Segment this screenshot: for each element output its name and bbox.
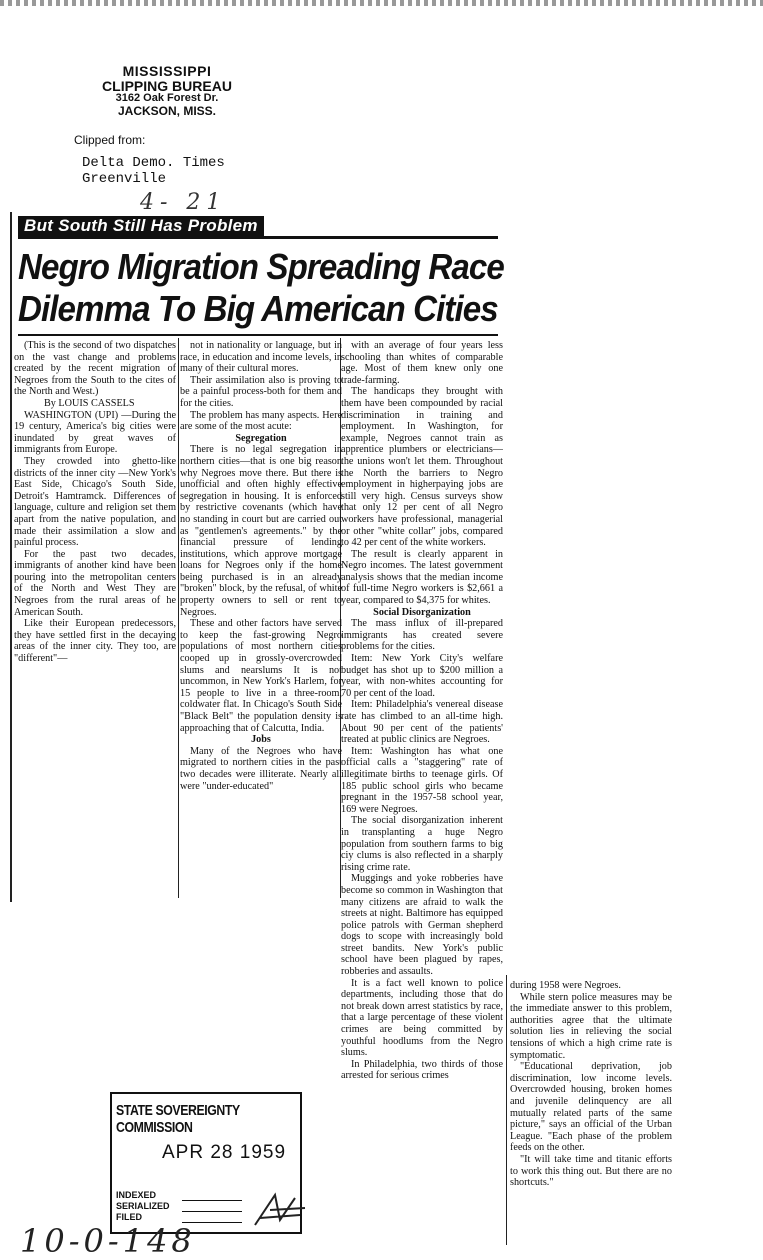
byline: By LOUIS CASSELS: [44, 397, 135, 409]
paragraph: Muggings and yoke robberies have become so common in Washington that many citizens are afraid to walk the streets at night. Baltimore has equipped police patrols with German shepherd dogs to scope with increasingly bold street bandits. New York's public school have been plagued by rapes, robberies and assaults.: [341, 873, 503, 978]
headline-line-2: Dilemma To Big American Cities: [18, 288, 498, 329]
paragraph: For the past two decades, immigrants of another kind have been pouring into the metropolitan centers of the North and West They are Negroes from the rural areas of he American South.: [14, 548, 176, 618]
paragraph: Item: Washington has what one official calls a "staggering" rate of illegitimate births to teenage girls. Of 185 public school girls who became pregnant in the 1957-58 school year, 169 were Negroes.: [341, 745, 503, 815]
handwritten-date: 4- 21: [140, 190, 227, 215]
paragraph: WASHINGTON (UPI) —During the 19 century, America's big cities were inundated by great waves of immigrants from Europe.: [14, 409, 176, 456]
headline-rule: [18, 334, 498, 336]
paragraph: The result is clearly apparent in Negro incomes. The latest government analysis shows that the median income of full-time Negro workers is $2,661 a year, compared to $4,375 for whites.: [341, 548, 503, 607]
paragraph: Like their European predecessors, they have settled first in the decaying areas of the inner city. They too, are "different"—: [14, 618, 176, 665]
article-column-3: [341, 340, 503, 1250]
paragraph: The mass influx of ill-prepared immigrants has created severe problems for the cities.: [341, 618, 503, 653]
stamp-date: APR 28 1959: [162, 1142, 287, 1163]
kicker-rule: [18, 236, 498, 239]
paragraph: Many of the Negroes who have migrated to northern cities in the past two decades were illiterate. Nearly all were "under-educated": [180, 745, 342, 792]
stamp-indexed: INDEXED: [116, 1190, 157, 1200]
bureau-city: JACKSON, MISS.: [117, 103, 216, 118]
clipped-from-label: Clipped from:: [74, 133, 146, 147]
paragraph: Item: Philadelphia's venereal disease rate has climbed to an all-time high. About 90 per cent of the patients' treated at public clinics are Negroes.: [341, 699, 503, 746]
handwritten-initials: [250, 1190, 310, 1230]
paper-name: Delta Demo. Times: [82, 155, 225, 171]
clipping-bureau-header: [82, 64, 252, 118]
column-rule: [506, 975, 507, 1245]
paragraph: There is no legal segregation in northern cities—that is one big reason why Negroes move there. But there is unofficial and often highly effective segregation in housing. It is enforced by restrictive covenants (which have no standing in court but are carried out as "gentlemen's agreements." by the financial pressure of lending institutions, which approve mortgage loans for Negroes only if the home being purchased is in an already "broken" block, by the refusal, of white property owners to sell or rent to Negroes.: [180, 444, 342, 618]
article-kicker: But South Still Has Problem: [18, 216, 264, 236]
article-column-1: [14, 340, 176, 750]
page-top-edge: [0, 0, 763, 6]
paragraph: Their assimilation also is proving to be a painful process-both for them and for the cities.: [180, 374, 342, 409]
paragraph: These and other factors have served to keep the fast-growing Negro populations of most northern cities cooped up in grossly-overcrowded slums and nearslums It is not uncommon, in New York's Harlem, for 15 people to live in a three-room, coldwater flat. In Chicago's South Side "Black Belt" the population density is approaching that of Calcutta, India.: [180, 618, 342, 734]
subhead-jobs: Jobs: [251, 734, 271, 746]
stamp-line: [182, 1200, 242, 1201]
paragraph: "It will take time and titanic efforts to work this thing out. But there are no shortcuts.": [510, 1153, 672, 1189]
paragraph: during 1958 were Negroes.: [510, 980, 621, 991]
paper-city: Greenville: [82, 171, 167, 187]
paragraph: The handicaps they brought with them have been compounded by racial discrimination in training and employment. In Washington, for example, Negroes cannot train as apprentice plumbers or electricians—the unions won't let them. Throughout the North the barriers to Negro employment in higherpaying jobs are still very high. Census surveys show that only 12 per cent of all Negro workers have professional, managerial or other "white collar" jobs, compared to 42 per cent of the white workers.: [341, 386, 503, 549]
paragraph: The problem has many aspects. Here are some of the most acute:: [180, 409, 342, 433]
paragraph: "Educational deprivation, job discrimination, low income levels. Overcrowded housing, broken homes and juvenile delinquency are all mutually related parts of the same picture," says an official of the Urban League. "Each phase of the problem feeds on the other.: [510, 1061, 672, 1154]
stamp-title: STATE SOVEREIGNTY COMMISSION: [116, 1102, 240, 1136]
paragraph: Item: New York City's welfare budget has shot up to $200 million a year, with non-whites accounting for 70 per cent of the load.: [341, 653, 503, 699]
bureau-line-1: MISSISSIPPI: [122, 63, 212, 79]
paragraph: While stern police measures may be the immediate answer to this problem, authorities agree that the ultimate solution lies in relieving the social tensions of which a high crime rate is symptomatic.: [510, 991, 672, 1061]
article-column-4: [510, 980, 672, 1240]
paragraph: The social disorganization inherent in transplanting a huge Negro population from southern farms to big ciy clums is also reflected in a sharply rising crime rate.: [341, 815, 503, 873]
stamp-filed: FILED: [116, 1212, 142, 1222]
subhead-segregation: Segregation: [235, 432, 287, 444]
paragraph: It is a fact well known to police departments, including those that do not break down arrest statistics by race, that a large percentage of these violent crimes are being committed by youthful hoodlums from the Negro slums.: [341, 977, 503, 1059]
paragraph: They crowded into ghetto-like districts of the inner city —New York's East Side, Chicago's South Side, Detroit's Hamtramck. Differences of language, culture and religion set them apart from the native population, and made their assimilation a slow and painful process.: [14, 455, 176, 549]
paragraph: In Philadelphia, two thirds of those arrested for serious crimes: [341, 1058, 503, 1082]
article-column-2: [180, 340, 342, 900]
headline-line-1: Negro Migration Spreading Race: [18, 246, 504, 287]
source-paper: [82, 155, 225, 187]
handwritten-file-number: 10-0-148: [20, 1222, 196, 1260]
paragraph: not in nationality or language, but in race, in education and income levels, in many of their cultural mores.: [180, 340, 342, 375]
stamp-serialized: SERIALIZED: [116, 1201, 170, 1211]
bureau-address: 3162 Oak Forest Dr.: [115, 92, 219, 105]
bureau-line-2: CLIPPING BUREAU: [102, 77, 232, 94]
editor-note: (This is the second of two dispatches on the vast change and problems created by the recent migration of Negroes from the South to the cites of the North and West.): [14, 340, 176, 398]
column-rule: [178, 338, 179, 898]
paragraph: with an average of four years less schooling than whites of comparable age. Most of them knew only one trade-farming.: [341, 340, 503, 386]
subhead-social-disorganization: Social Disorganization: [373, 606, 471, 618]
stamp-line: [182, 1211, 242, 1212]
